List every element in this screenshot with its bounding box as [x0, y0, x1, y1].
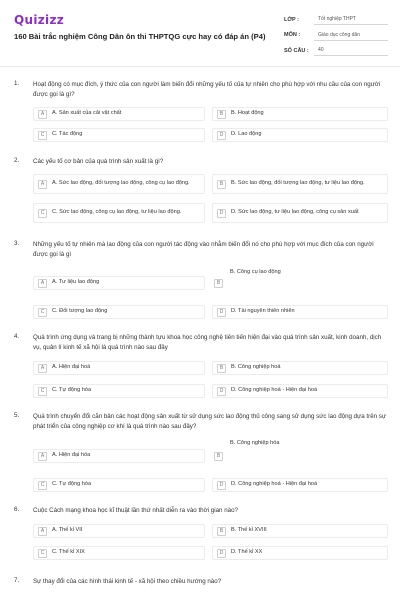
meta-key: LỚP : [284, 16, 299, 23]
option-d[interactable] [212, 128, 388, 142]
option-b[interactable] [212, 361, 388, 375]
meta-key: MÔN : [284, 32, 301, 39]
option-text: C. Tác động [52, 131, 83, 138]
option-c[interactable] [33, 546, 205, 560]
option-letter-box: B [217, 180, 226, 189]
option-text: A. Tư liệu lao động [52, 279, 100, 286]
question-number: 2. [14, 157, 20, 164]
question-text: Những yếu tố tự nhiên mà lao động của con người tác động vào nhằm biến đổi nó cho phù hợp với mục đích của con người được gọi là gì [33, 241, 374, 258]
option-text: B. Công cụ lao động [230, 269, 281, 276]
option-d[interactable] [212, 203, 388, 223]
meta-row-count [284, 43, 388, 59]
option-d[interactable] [212, 305, 388, 319]
option-text: D. Tài nguyên thiên nhiên [231, 308, 295, 315]
option-letter-box: D [217, 387, 226, 396]
option-text: C. Đối tượng lao động [52, 308, 108, 315]
option-text: A. Sản xuất của cải vật chất [52, 110, 122, 117]
option-text: C. Thế kỉ XIX [52, 549, 85, 556]
option-letter-box: B [217, 364, 226, 373]
option-text: D. Công nghiệp hoá - Hiện đại hoá [231, 387, 318, 394]
option-a[interactable] [33, 174, 205, 194]
question-number: 7. [14, 577, 20, 584]
meta-key: SỐ CÂU : [284, 47, 309, 54]
option-text: D. Công nghiệp hoá - Hiện đại hoá [231, 481, 318, 488]
meta-value: Tốt nghiệp THPT [314, 14, 388, 25]
meta-value: Giáo dục công dân [314, 30, 388, 41]
option-letter-box: B [214, 452, 223, 461]
option-letter-box: A [38, 180, 47, 189]
option-letter-box: D [217, 549, 226, 558]
option-d[interactable] [212, 546, 388, 560]
option-text: B. Thế kỉ XVIII [231, 527, 267, 534]
option-letter-box: A [38, 279, 47, 288]
option-letter-box: C [38, 481, 47, 490]
meta-row-class [284, 12, 388, 28]
question-number: 3. [14, 240, 20, 247]
option-text: C. Sức lao động, công cụ lao động, tư liệu lao động. [52, 209, 182, 216]
option-letter-box: D [217, 209, 226, 218]
option-a[interactable] [33, 524, 205, 538]
option-letter-box: D [217, 131, 226, 140]
option-letter-box: B [217, 110, 226, 119]
option-letter-box: A [38, 452, 47, 461]
option-c[interactable] [33, 203, 205, 223]
question-text: Các yếu tố cơ bản của quá trình sản xuất là gì? [33, 158, 164, 165]
option-letter-box: C [38, 549, 47, 558]
option-text: A. Thế kỉ VII [52, 527, 83, 534]
question-text: Cuộc Cách mạng khoa học kĩ thuật lần thứ nhất diễn ra vào thời gian nào? [33, 507, 238, 514]
option-b-box[interactable] [212, 449, 226, 463]
question-text: Quá trình ứng dụng và trang bị những thành tựu khoa học công nghệ tiên tiến hiện đại vào quá trình sản xuất, kinh doanh, dịch vụ, quản lí kinh tế xã hội là quá trình nào sau đây [33, 334, 382, 351]
document-title: 160 Bài trắc nghiệm Công Dân ôn thi THPTQG cực hay có đáp án (P4) [14, 32, 266, 41]
option-letter-box: B [214, 279, 223, 288]
meta-row-subject [284, 28, 388, 44]
quizizz-logo: Quizizz [14, 13, 65, 27]
option-text: D. Thế kỉ XX [231, 549, 263, 556]
meta-table [284, 12, 388, 59]
option-text: D. Sức lao động, tư liệu lao động, công cụ sản xuất [231, 209, 359, 216]
option-b[interactable] [212, 524, 388, 538]
option-a[interactable] [33, 276, 205, 290]
option-letter-box: C [38, 131, 47, 140]
question-number: 4. [14, 333, 20, 340]
option-letter-box: C [38, 209, 47, 218]
option-b-box[interactable] [212, 276, 226, 290]
option-d[interactable] [212, 384, 388, 398]
option-letter-box: C [38, 308, 47, 317]
option-text: A. Hiện đại hoá [52, 364, 91, 371]
option-text: C. Tự động hóa [52, 387, 92, 394]
option-b[interactable] [230, 439, 388, 449]
option-b[interactable] [230, 268, 388, 278]
option-text: A. Hiện đại hóa [52, 452, 91, 459]
option-a[interactable] [33, 107, 205, 121]
question-number: 1. [14, 80, 20, 87]
option-b[interactable] [212, 174, 388, 194]
option-c[interactable] [33, 478, 205, 492]
document-header [0, 0, 400, 66]
question-number: 6. [14, 506, 20, 513]
question-text: Quá trình chuyển đổi căn bản các hoạt động sản xuất từ sử dụng sức lao động thủ công sang sử dụng sức lao động dựa trên sự phát triển của công nghiệp cơ khí là quá trình nào sau đây? [33, 413, 387, 430]
option-d[interactable] [212, 478, 388, 492]
option-c[interactable] [33, 384, 205, 398]
option-letter-box: A [38, 527, 47, 536]
option-text: A. Sức lao động, đối tượng lao động, công cụ lao động. [52, 180, 190, 187]
option-c[interactable] [33, 305, 205, 319]
option-text: C. Tự động hóa [52, 481, 92, 488]
option-a[interactable] [33, 361, 205, 375]
option-letter-box: A [38, 110, 47, 119]
option-letter-box: D [217, 308, 226, 317]
meta-value: 40 [314, 45, 388, 56]
question-text: Hoạt động có mục đích, ý thức của con người làm biến đổi những yếu tố của tự nhiên cho phù hợp với nhu cầu của con người được gọi là gì? [33, 81, 381, 98]
option-text: D. Lao động [231, 131, 262, 138]
question-text: Sự thay đổi của các hình thái kinh tế - xã hội theo chiều hướng nào? [33, 578, 222, 585]
option-b[interactable] [212, 107, 388, 121]
option-letter-box: B [217, 527, 226, 536]
option-text: B. Sức lao động, đối tượng lao động, tư liệu lao động. [231, 180, 365, 187]
option-text: B. Hoạt động [231, 110, 264, 117]
question-number: 5. [14, 412, 20, 419]
header-divider [0, 66, 400, 67]
option-letter-box: A [38, 364, 47, 373]
option-text: B. Công nghiệp hóa [230, 440, 280, 447]
option-letter-box: C [38, 387, 47, 396]
option-a[interactable] [33, 449, 205, 463]
option-text: B. Công nghiệp hoá [231, 364, 281, 371]
option-letter-box: D [217, 481, 226, 490]
option-c[interactable] [33, 128, 205, 142]
